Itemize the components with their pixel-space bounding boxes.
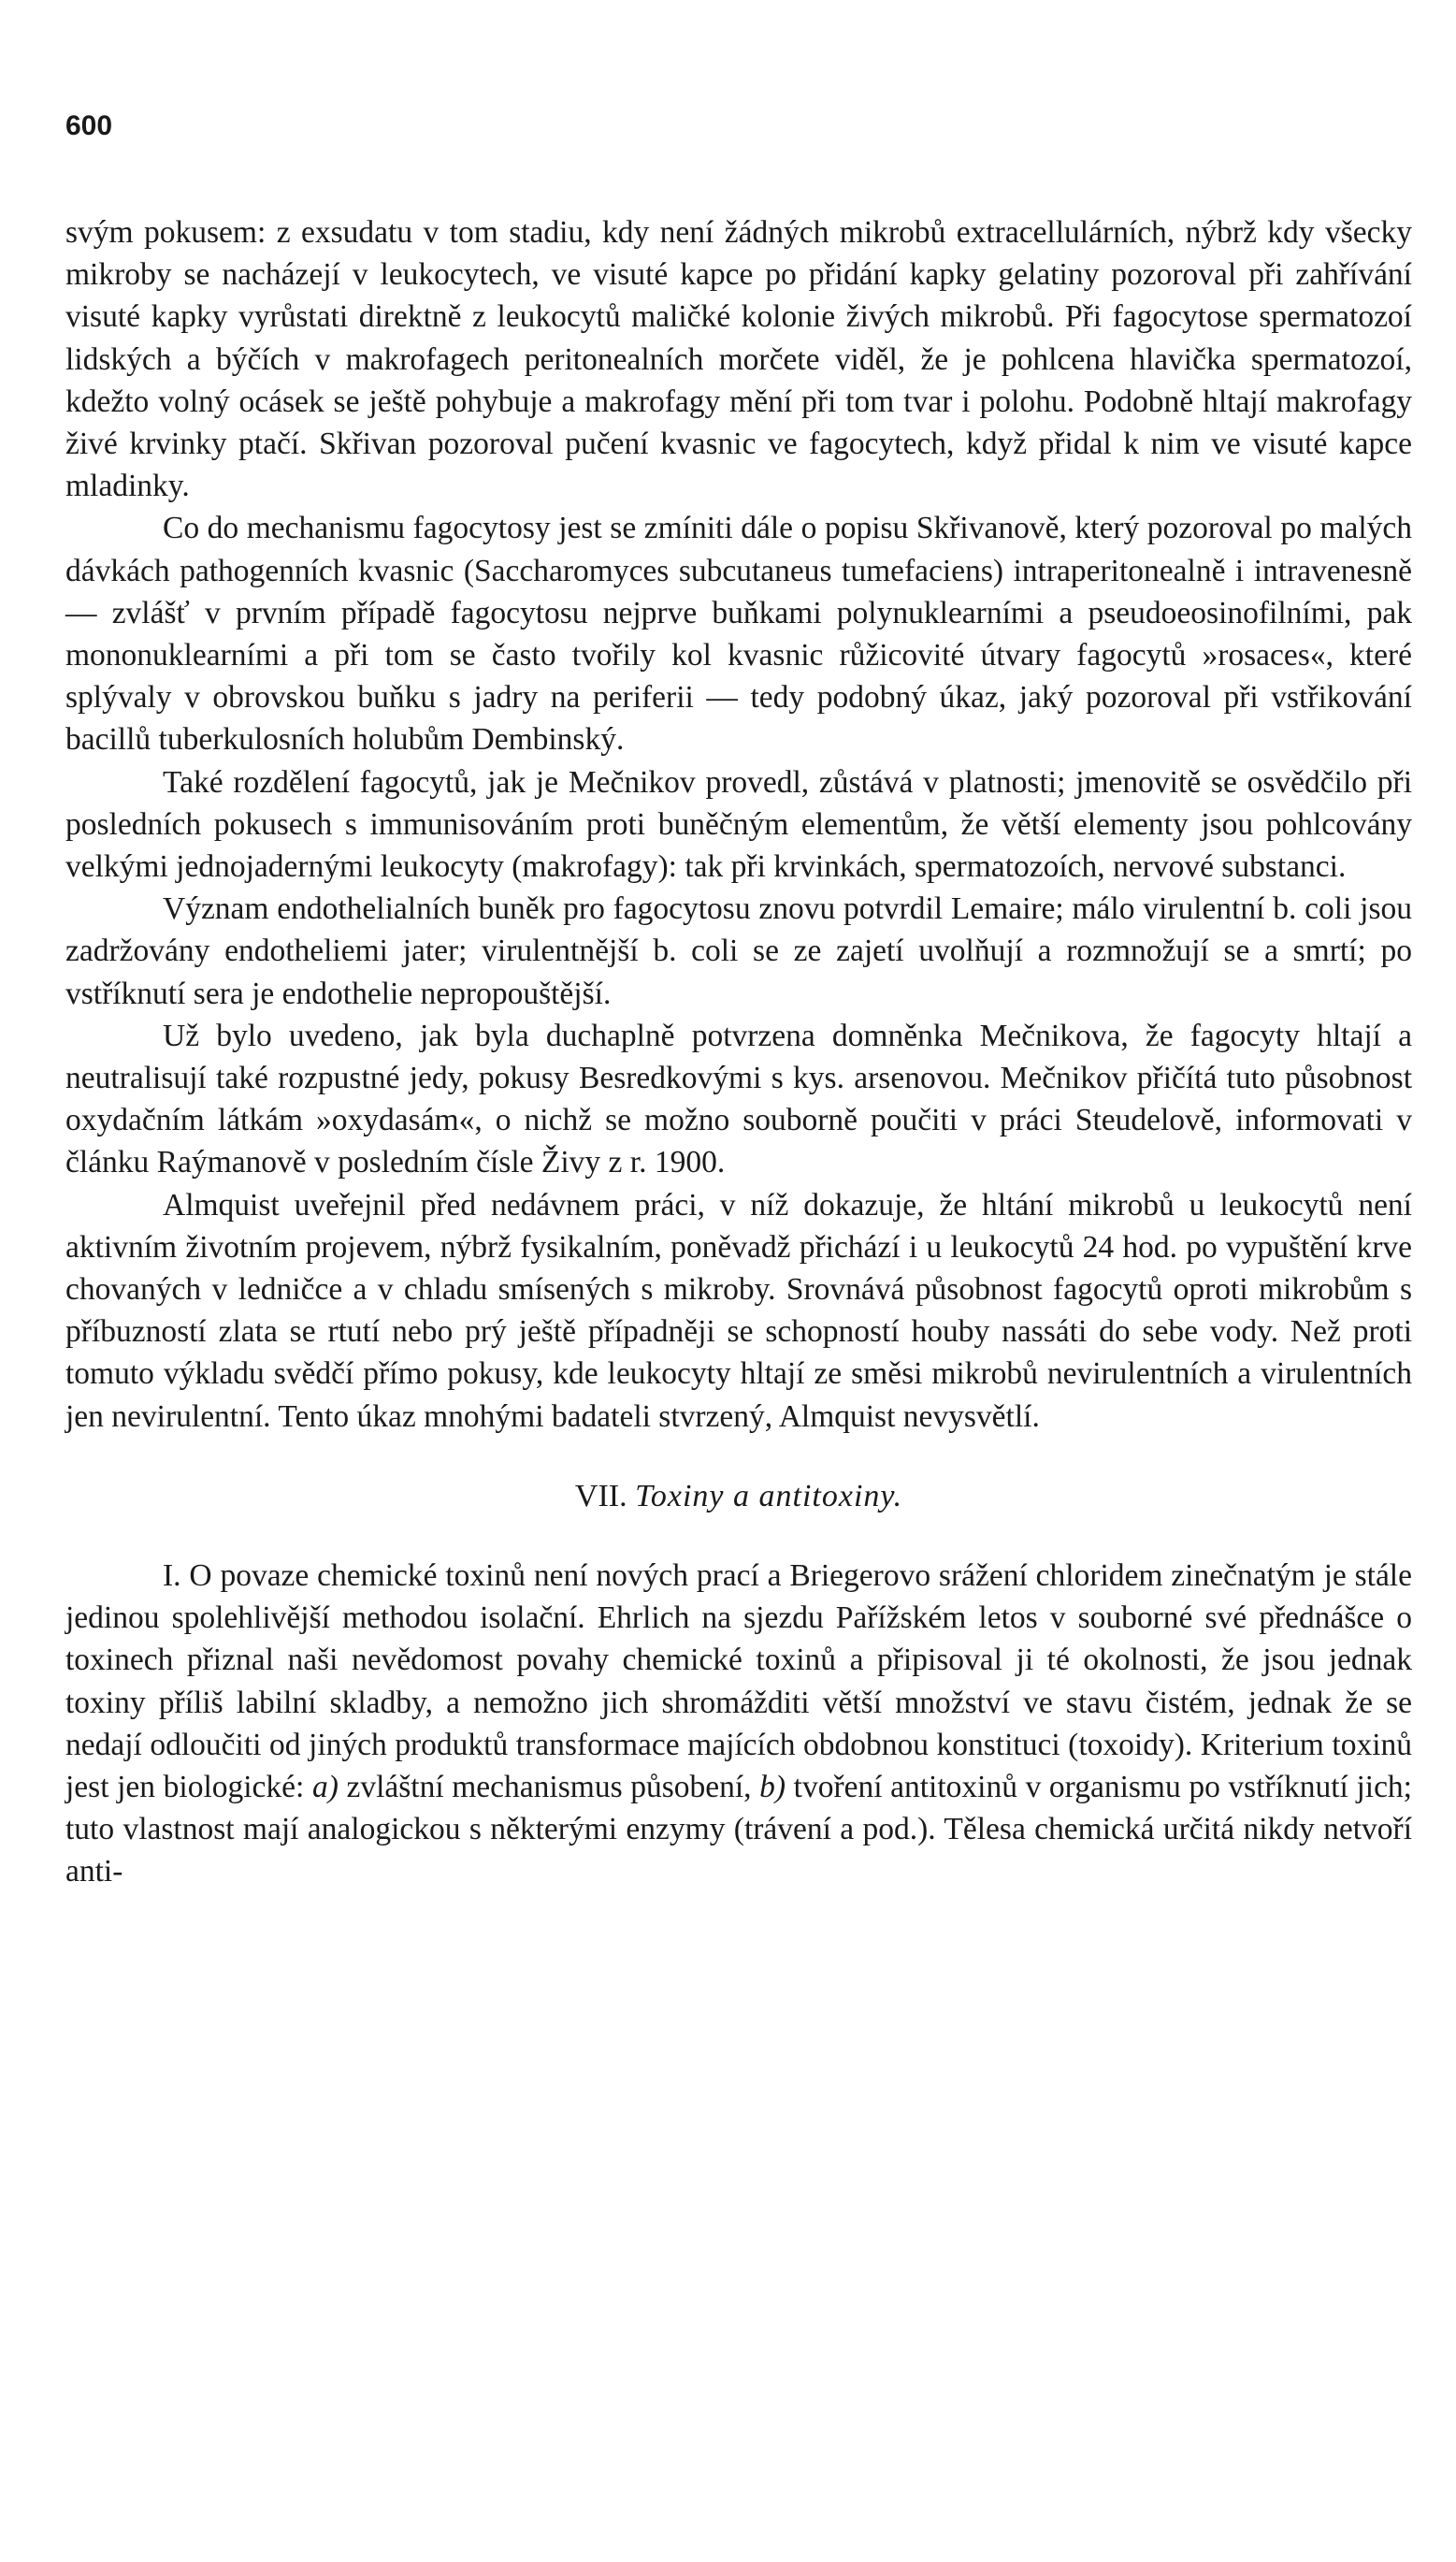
paragraph-oxydases: Už bylo uvedeno, jak byla duchaplně potvrzena domněnka Mečnikova, že fagocyty hltají a neutralisují také rozpustné jedy, pokusy Besredkovými s kys. arsenovou. Mečnikov přičítá tuto působnost oxydačním látkám »oxydasám«, o nichž se možno souborně poučiti v práci Steudelově, informovati v článku Raýmanově v posledním čísle Živy z r. 1900.: [65, 1018, 1412, 1180]
section-heading: [65, 1475, 1412, 1517]
section-number: VII.: [574, 1478, 627, 1513]
page-number: 600: [65, 110, 113, 141]
toxins-text-part-3: tvoření antitoxinů v organismu po vstříknutí jich; tuto vlastnost mají analogickou s některými enzymy (trávení a pod.). Tělesa chemická určitá nikdy netvoří anti-: [65, 1769, 1412, 1889]
toxins-text-part-2: zvláštní mechanismus působení,: [338, 1769, 760, 1804]
section-title: Toxiny a antitoxiny.: [635, 1478, 903, 1513]
list-marker-a: a): [311, 1769, 339, 1804]
paragraph-fagocyte-division: Také rozdělení fagocytů, jak je Mečnikov provedl, zůstává v platnosti; jmenovitě se osvědčilo při posledních pokusech s immunisováním proti buněčným elementům, že větší elementy jsou pohlcovány velkými jednojadernými leukocyty (makrofagy): tak při krvinkách, spermatozoích, nervové substanci.: [65, 764, 1412, 885]
paragraph-toxins: [65, 1555, 1412, 1893]
paragraph-endothelial-cells: Význam endothelialních buněk pro fagocytosu znovu potvrdil Lemaire; málo virulentní b. coli jsou zadržovány endotheliemi jater; virulentnější b. coli se ze zajetí uvolňují a rozmnožují se a smrtí; po vstříknutí sera je endothelie nepropouštější.: [65, 891, 1412, 1011]
paragraph-mechanism: Co do mechanismu fagocytosy jest se zmíniti dále o popisu Skřivanově, který pozoroval po malých dávkách pathogenních kvasnic (Saccharomyces subcutaneus tumefaciens) intraperitonealně i intravenesně — zvlášť v prvním případě fagocytosu nejprve buňkami polynuklearními a pseudoeosinofilními, pak mononuklearními a při tom se často tvořily kol kvasnic růžicovité útvary fagocytů »rosaces«, které splývaly v obrovskou buňku s jadry na periferii — tedy podobný úkaz, jaký pozoroval při vstřikování bacillů tuberkulosních holubům Dembinský.: [65, 511, 1412, 758]
document-page: [65, 110, 1412, 1893]
paragraph-almquist: Almquist uveřejnil před nedávnem práci, v níž dokazuje, že hltání mikrobů u leukocytů není aktivním životním projevem, nýbrž fysikalním, poněvadž přichází i u leukocytů 24 hod. po vypuštění krve chovaných v ledničce a v chladu smísených s mikroby. Srovnává působnost fagocytů oproti mikrobům s příbuzností zlata se rtutí nebo prý ještě případněji se schopností houby nassáti do sebe vody. Než proti tomuto výkladu svědčí přímo pokusy, kde leukocyty hltají ze směsi mikrobů nevirulentních a virulentních jen nevirulentní. Tento úkaz mnohými badateli stvrzený, Almquist nevysvětlí.: [65, 1187, 1412, 1434]
list-marker-b: b): [759, 1769, 786, 1804]
toxins-text-part-1: I. O povaze chemické toxinů není nových prací a Briegerovo srážení chloridem zinečnatým je stále jedinou spolehlivější methodou isolační. Ehrlich na sjezdu Pařížském letos v souborné své přednášce o toxinech přiznal naši nevědomost povahy chemické toxinů a připisoval ji té okolnosti, že jsou jednak toxiny příliš labilní skladby, a nemožno jich shromážditi větší množství ve stavu čistém, jednak že se nedají odloučiti od jiných produktů transformace majících obdobnou konstituci (toxoidy). Kriterium toxinů jest jen biologické:: [65, 1557, 1412, 1804]
paragraph-continuation: svým pokusem: z exsudatu v tom stadiu, kdy není žádných mikrobů extracellulárních, nýbrž kdy všecky mikroby se nacházejí v leukocytech, ve visuté kapce po přidání kapky gelatiny pozoroval při zahřívání visuté kapky vyrůstati direktně z leukocytů maličké kolonie živých mikrobů. Při fagocytose spermatozoí lidských a býčích v makrofagech peritonealních morčete viděl, že je pohlcena hlavička spermatozoí, kdežto volný ocásek se ještě pohybuje a makrofagy mění při tom tvar i polohu. Podobně hltají makrofagy živé krvinky ptačí. Skřivan pozoroval pučení kvasnic ve fagocytech, když přidal k nim ve visuté kapce mladinky.: [65, 215, 1412, 504]
